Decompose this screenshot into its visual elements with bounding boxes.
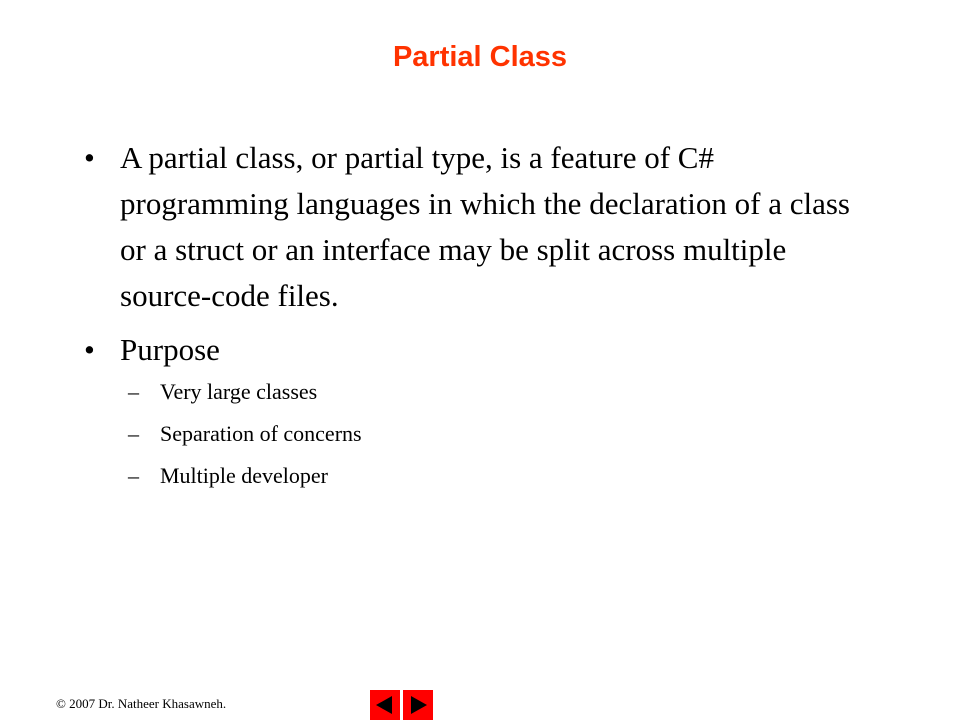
sub-item bbox=[80, 379, 880, 405]
bullet-text: A partial class, or partial type, is a feature of C# programming languages in which the declaration of a class or a struct or an interface may be split across multiple source-code files. bbox=[120, 140, 850, 313]
slide-body bbox=[80, 135, 880, 505]
next-slide-button[interactable] bbox=[403, 690, 433, 720]
sub-text: Very large classes bbox=[160, 379, 318, 404]
bullet-item bbox=[80, 135, 880, 319]
sub-list bbox=[80, 379, 880, 489]
bullet-text: Purpose bbox=[120, 332, 220, 367]
sub-marker: – bbox=[128, 463, 139, 488]
left-arrow-icon bbox=[370, 690, 400, 720]
bullet-marker: • bbox=[84, 140, 95, 175]
right-arrow-icon bbox=[403, 690, 433, 720]
sub-marker: – bbox=[128, 421, 139, 446]
slide-navigation bbox=[370, 690, 433, 720]
sub-item bbox=[80, 463, 880, 489]
sub-item bbox=[80, 421, 880, 447]
bullet-marker: • bbox=[84, 332, 95, 367]
copyright-footer: © 2007 Dr. Natheer Khasawneh. bbox=[56, 696, 227, 711]
slide-title: Partial Class bbox=[392, 41, 568, 73]
previous-slide-button[interactable] bbox=[370, 690, 400, 720]
sub-text: Multiple developer bbox=[160, 463, 329, 488]
sub-text: Separation of concerns bbox=[160, 421, 362, 446]
sub-marker: – bbox=[128, 379, 139, 404]
bullet-item bbox=[80, 327, 880, 373]
